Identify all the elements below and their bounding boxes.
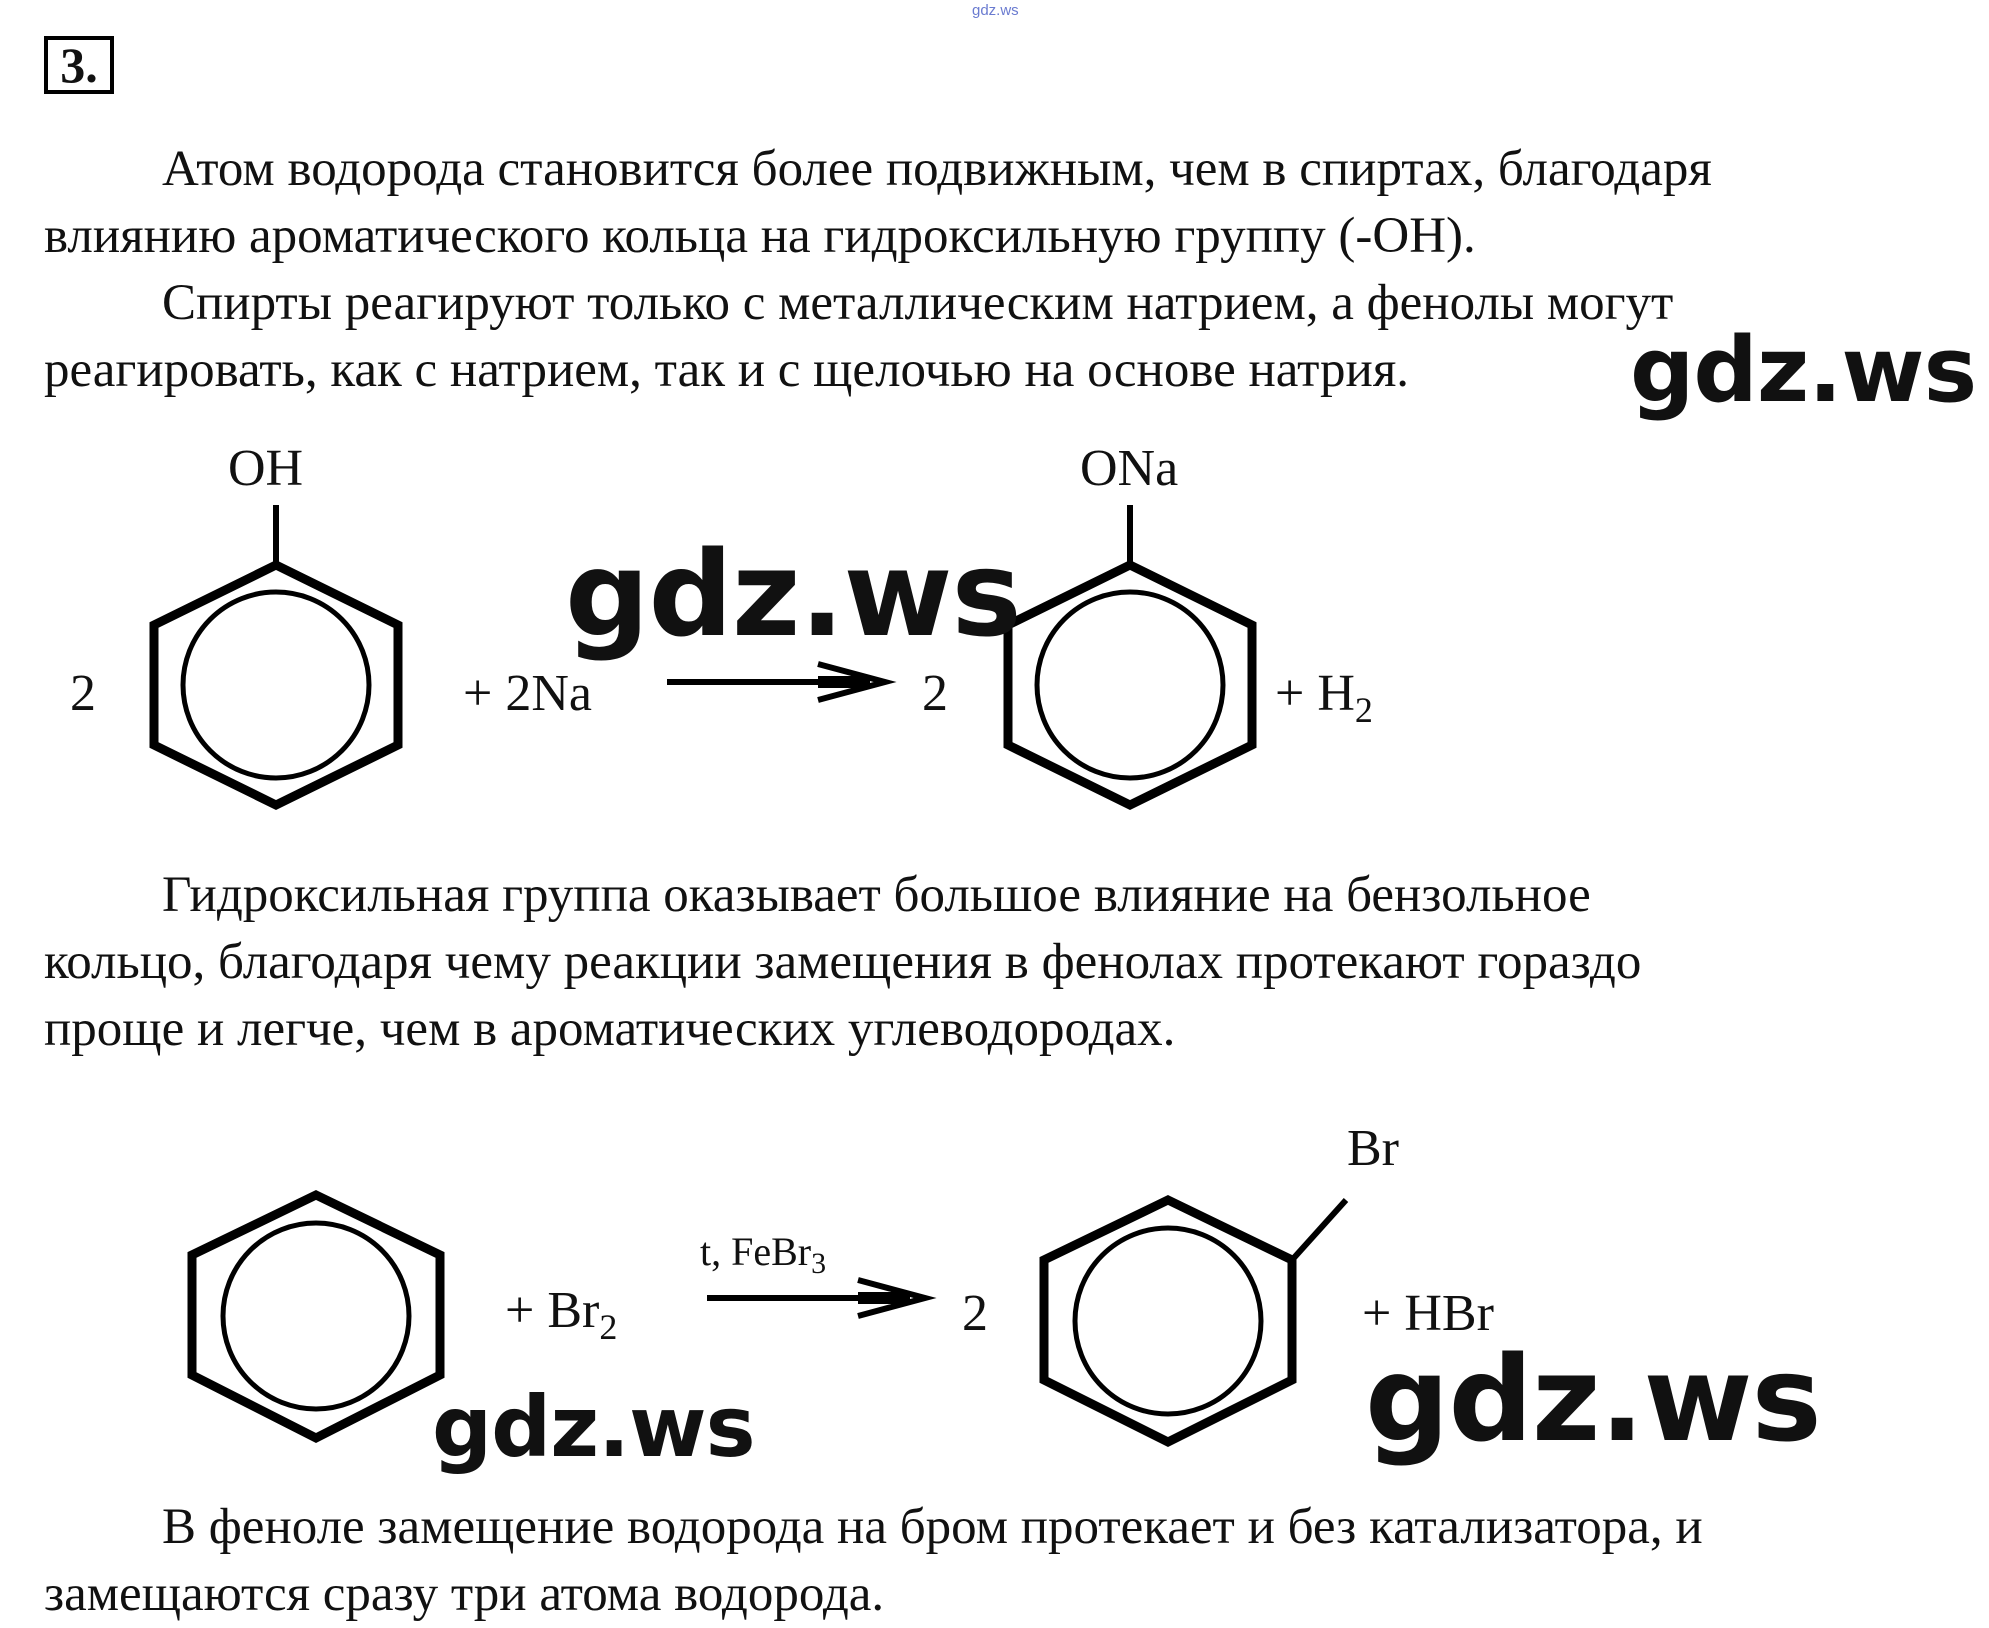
p3-line1: Гидроксильная группа оказывает большое влияние на бензольное	[162, 867, 1591, 923]
watermark-3: gdz.ws	[432, 1378, 755, 1476]
paragraph-3	[44, 862, 1964, 1063]
p2-line1: Спирты реагируют только с металлическим натрием, а фенолы могут	[162, 275, 1674, 331]
p1-line2: влиянию ароматического кольца на гидроксильную группу (-OH).	[44, 208, 1476, 264]
task-number: 3.	[44, 36, 114, 94]
benzene-ring	[192, 1195, 440, 1438]
bromobenzene-br-label: Br	[1347, 1120, 1399, 1177]
sodium-phenolate-ring	[1008, 505, 1252, 805]
bromobenzene-ring	[1044, 1200, 1346, 1442]
phenolate-ona-label: ONa	[1080, 440, 1179, 497]
reaction-1-coef-right: 2	[922, 665, 948, 722]
reaction-1-reagent: + 2Na	[463, 665, 592, 722]
p2-line2: реагировать, как с натрием, так и с щелочью на основе натрия.	[44, 342, 1410, 398]
watermark-1: gdz.ws	[1630, 318, 1977, 423]
reaction-2-coef-right: 2	[962, 1285, 988, 1342]
reaction-1-arrow	[667, 664, 885, 700]
reaction-1-product: + $H_2$	[1275, 665, 1373, 730]
reaction-2-condition: t, FeBr$_3$	[700, 1229, 827, 1280]
reaction-2-arrow	[707, 1280, 925, 1316]
reaction-1-coef-left: 2	[70, 665, 96, 722]
paragraph-1	[44, 136, 1964, 270]
site-mark: gdz.ws	[972, 2, 1019, 19]
p4-line2: замещаются сразу три атома водорода.	[44, 1566, 885, 1622]
watermark-2: gdz.ws	[565, 525, 1021, 663]
p3-line2: кольцо, благодаря чему реакции замещения в фенолах протекают гораздо	[44, 934, 1642, 990]
phenol-oh-label: OH	[228, 440, 304, 497]
watermark-4: gdz.ws	[1365, 1330, 1821, 1468]
p1-line1: Атом водорода становится более подвижным, чем в спиртах, благодаря	[162, 141, 1712, 197]
reaction-2-product: + HBr	[1362, 1285, 1494, 1342]
paragraph-4	[44, 1494, 1964, 1628]
phenol-ring	[154, 505, 398, 805]
reaction-2-reagent: + $Br_2$	[505, 1282, 618, 1347]
p4-line1: В феноле замещение водорода на бром протекает и без катализатора, и	[162, 1499, 1703, 1555]
p3-line3: проще и легче, чем в ароматических углеводородах.	[44, 1001, 1176, 1057]
